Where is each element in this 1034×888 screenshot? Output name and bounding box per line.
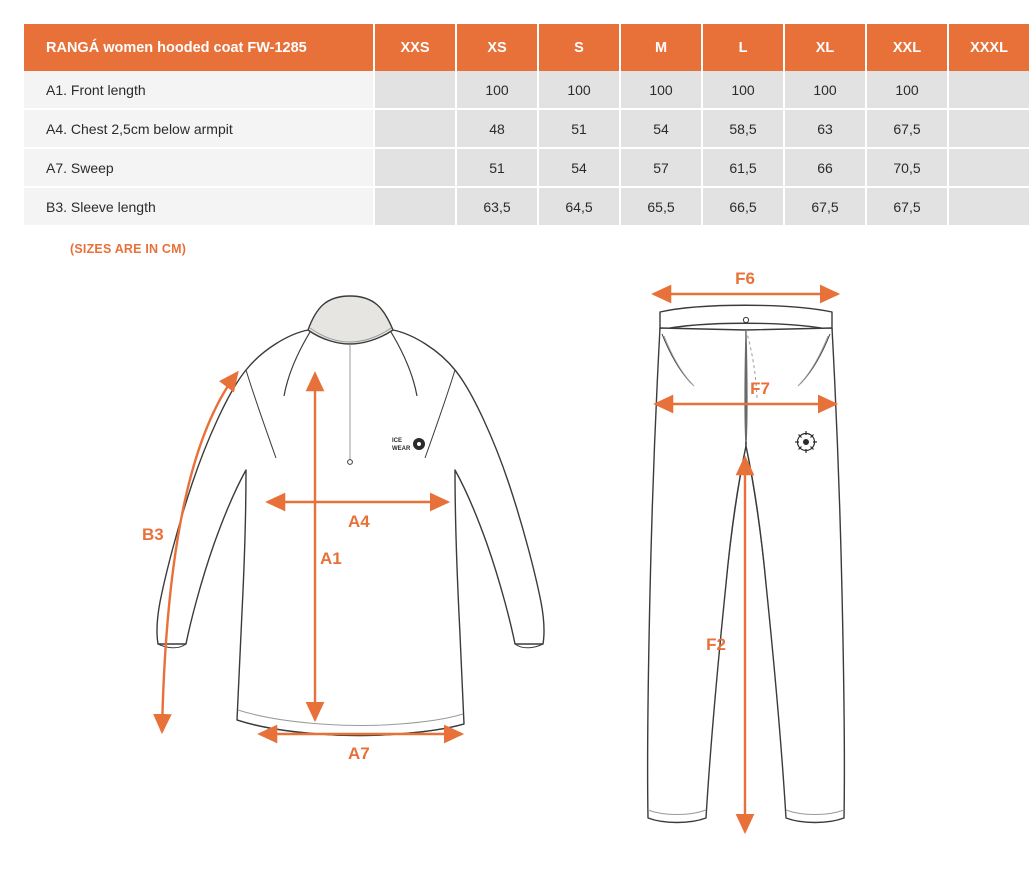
units-note: (SIZES ARE IN CM)	[70, 242, 187, 256]
size-header-xl: XL	[784, 24, 866, 71]
measure-value: 70,5	[866, 148, 948, 187]
measure-value: 64,5	[538, 187, 620, 225]
measure-value: 67,5	[866, 187, 948, 225]
brand-logo-line1: ICE	[392, 438, 403, 444]
measure-label-b3: B3	[142, 525, 164, 544]
measure-label: A1. Front length	[24, 71, 374, 109]
measure-label-a7: A7	[348, 744, 370, 763]
measure-value: 100	[620, 71, 702, 109]
measurement-figures	[0, 262, 1034, 888]
size-table-head	[24, 24, 1029, 71]
measure-label-a4: A4	[348, 512, 370, 531]
size-header-xxs: XXS	[374, 24, 456, 71]
jacket-figure	[120, 272, 580, 797]
measure-value: 54	[538, 148, 620, 187]
table-row	[24, 187, 1029, 225]
measure-value	[948, 187, 1029, 225]
measure-value: 63,5	[456, 187, 538, 225]
measure-arrow-f6	[654, 269, 838, 294]
measure-value: 100	[456, 71, 538, 109]
size-table-container	[24, 24, 1010, 225]
size-header-xxl: XXL	[866, 24, 948, 71]
measure-value: 57	[620, 148, 702, 187]
measure-value: 66,5	[702, 187, 784, 225]
measure-label: A7. Sweep	[24, 148, 374, 187]
measure-label-f2: F2	[706, 635, 726, 654]
measure-value: 100	[784, 71, 866, 109]
measure-label-f6: F6	[735, 269, 755, 288]
table-header-row	[24, 24, 1029, 71]
measure-value	[948, 148, 1029, 187]
measure-value	[374, 109, 456, 148]
measure-value: 100	[866, 71, 948, 109]
measure-arrow-a7	[260, 734, 462, 763]
measure-label: A4. Chest 2,5cm below armpit	[24, 109, 374, 148]
measure-value	[374, 187, 456, 225]
measure-value: 48	[456, 109, 538, 148]
table-row	[24, 148, 1029, 187]
brand-logo-line2: WEAR	[392, 446, 411, 452]
measure-value	[948, 109, 1029, 148]
measure-value	[948, 71, 1029, 109]
measure-label: B3. Sleeve length	[24, 187, 374, 225]
size-table-body	[24, 71, 1029, 225]
table-row	[24, 71, 1029, 109]
measure-value: 51	[538, 109, 620, 148]
measure-value: 100	[538, 71, 620, 109]
measure-value	[374, 148, 456, 187]
size-header-m: M	[620, 24, 702, 71]
product-name-header: RANGÁ women hooded coat FW-1285	[24, 24, 374, 71]
size-header-l: L	[702, 24, 784, 71]
size-header-s: S	[538, 24, 620, 71]
measure-value: 58,5	[702, 109, 784, 148]
pants-figure	[600, 262, 910, 867]
size-header-xxxl: XXXL	[948, 24, 1029, 71]
table-row	[24, 109, 1029, 148]
measure-label-f7: F7	[750, 379, 770, 398]
measure-value: 61,5	[702, 148, 784, 187]
measure-value: 65,5	[620, 187, 702, 225]
measure-value: 67,5	[866, 109, 948, 148]
measure-value: 67,5	[784, 187, 866, 225]
size-table	[24, 24, 1029, 225]
measure-value: 54	[620, 109, 702, 148]
measure-value	[374, 71, 456, 109]
measure-value: 63	[784, 109, 866, 148]
measure-value: 100	[702, 71, 784, 109]
measure-value: 66	[784, 148, 866, 187]
measure-value: 51	[456, 148, 538, 187]
size-header-xs: XS	[456, 24, 538, 71]
measure-label-a1: A1	[320, 549, 342, 568]
